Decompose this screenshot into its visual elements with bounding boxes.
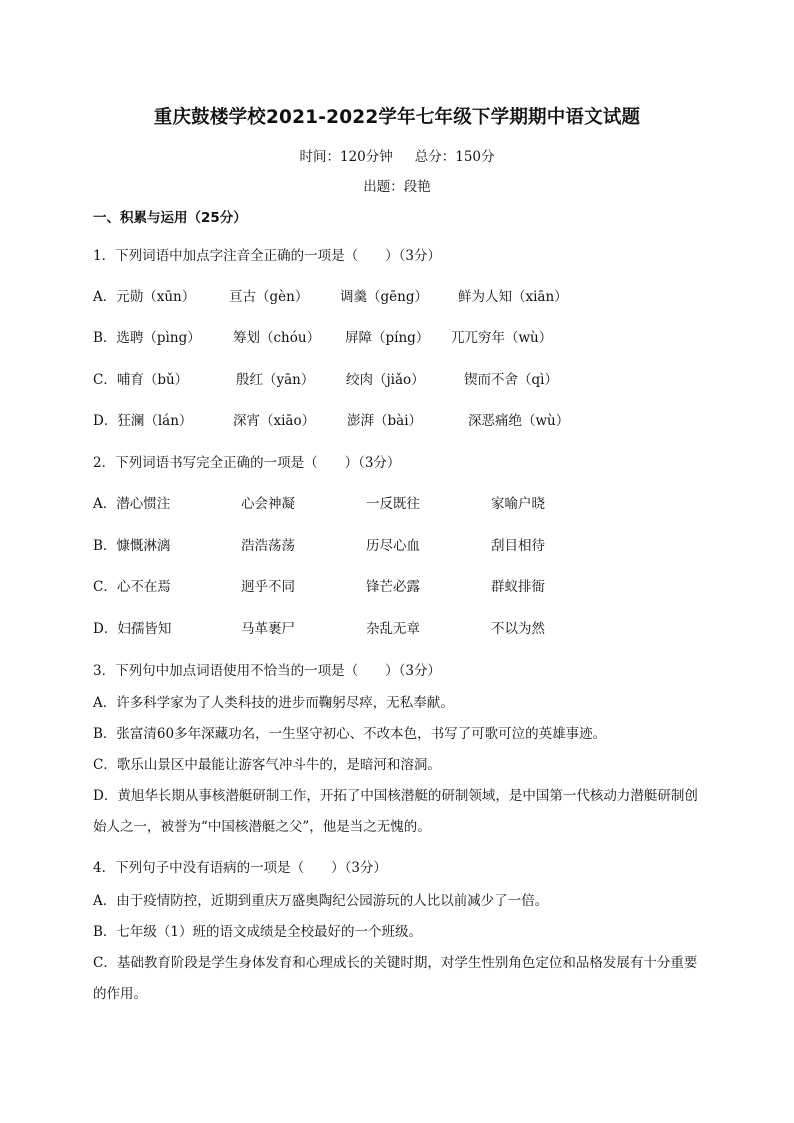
q4-option-b: B．七年级（1）班的语文成绩是全校最好的一个班级。 — [93, 924, 423, 940]
q2-a-item-2: 心会神凝 — [241, 496, 295, 512]
q4-option-a: A．由于疫情防控，近期到重庆万盛奥陶纪公园游玩的人比以前减少了一倍。 — [93, 893, 549, 909]
q1-c-item-2: 殷红（yān） — [236, 372, 315, 388]
q2-a-item-3: 一反既往 — [366, 496, 420, 512]
q2-b-item-2: 浩浩荡荡 — [241, 538, 295, 554]
question-4-stem: 4．下列句子中没有语病的一项是（ ）（3分） — [93, 860, 387, 876]
q1-a-item-1: A．元勋（xūn） — [93, 289, 196, 305]
q1-b-item-3: 屏障（píng） — [345, 330, 430, 346]
q1-d-item-2: 深宵（xiāo） — [233, 413, 316, 429]
exam-total-score: 总分：150分 — [414, 149, 495, 165]
exam-time: 时间：120分钟 — [299, 149, 393, 165]
section-heading: 一、积累与运用（25分） — [93, 210, 247, 226]
q3-option-b: B．张富清60多年深藏功名，一生坚守初心、不改本色，书写了可歌可泣的英雄事迹。 — [93, 726, 607, 742]
q2-d-item-4: 不以为然 — [491, 621, 545, 637]
exam-author: 出题：段艳 — [363, 179, 431, 195]
q3-option-c: C．歌乐山景区中最能让游客气冲斗牛的，是暗河和溶洞。 — [93, 757, 441, 773]
q1-c-item-1: C．哺育（bǔ） — [93, 372, 189, 388]
q2-c-item-4: 群蚁排衙 — [491, 579, 545, 595]
q1-b-item-2: 筹划（chóu） — [233, 330, 321, 346]
q2-b-item-1: B．慷慨淋漓 — [93, 538, 171, 554]
q1-a-item-2: 亘古（gèn） — [229, 289, 309, 305]
q2-d-item-1: D．妇孺皆知 — [93, 621, 172, 637]
question-2-stem: 2．下列词语书写完全正确的一项是（ ）（3分） — [93, 455, 401, 471]
q2-d-item-2: 马革裹尸 — [241, 621, 295, 637]
q2-c-item-3: 锋芒必露 — [366, 579, 420, 595]
q1-a-item-4: 鲜为人知（xiān） — [458, 289, 568, 305]
q1-d-item-4: 深恶痛绝（wù） — [468, 413, 570, 429]
q1-d-item-1: D．狂澜（lán） — [93, 413, 193, 429]
q2-a-item-4: 家喻户晓 — [491, 496, 545, 512]
q1-a-item-3: 调羹（gēng） — [340, 289, 428, 305]
exam-title: 重庆鼓楼学校2021-2022学年七年级下学期期中语文试题 — [153, 107, 641, 128]
q2-d-item-3: 杂乱无章 — [366, 621, 420, 637]
question-1-stem: 1．下列词语中加点字注音全正确的一项是（ ）（3分） — [93, 248, 441, 264]
q1-c-item-3: 绞肉（jiǎo） — [346, 372, 425, 388]
q2-b-item-4: 刮目相待 — [491, 538, 545, 554]
exam-meta — [0, 145, 794, 165]
q1-b-item-4: 兀兀穷年（wù） — [451, 330, 553, 346]
q3-option-a: A．许多科学家为了人类科技的进步而鞠躬尽瘁，无私奉献。 — [93, 695, 454, 711]
q4-option-c: C．基础教育阶段是学生身体发育和心理成长的关键时期，对学生性别角色定位和品格发展有十分重要的作用。 — [93, 955, 698, 1002]
question-3-stem: 3．下列句中加点词语使用不恰当的一项是（ ）（3分） — [93, 663, 441, 679]
q1-d-item-3: 澎湃（bài） — [347, 413, 423, 429]
q2-b-item-3: 历尽心血 — [366, 538, 420, 554]
q2-c-item-1: C．心不在焉 — [93, 579, 171, 595]
q2-a-item-1: A．潜心惯注 — [93, 496, 171, 512]
q1-c-item-4: 锲而不舍（qì） — [464, 372, 558, 388]
q3-option-d: D．黄旭华长期从事核潜艇研制工作，开拓了中国核潜艇的研制领域，是中国第一代核动力潜艇研制创始人之一，被誉为“中国核潜艇之父”，他是当之无愧的。 — [93, 788, 698, 835]
q1-b-item-1: B．选聘（pìng） — [93, 330, 201, 346]
q2-c-item-2: 迥乎不同 — [241, 579, 295, 595]
